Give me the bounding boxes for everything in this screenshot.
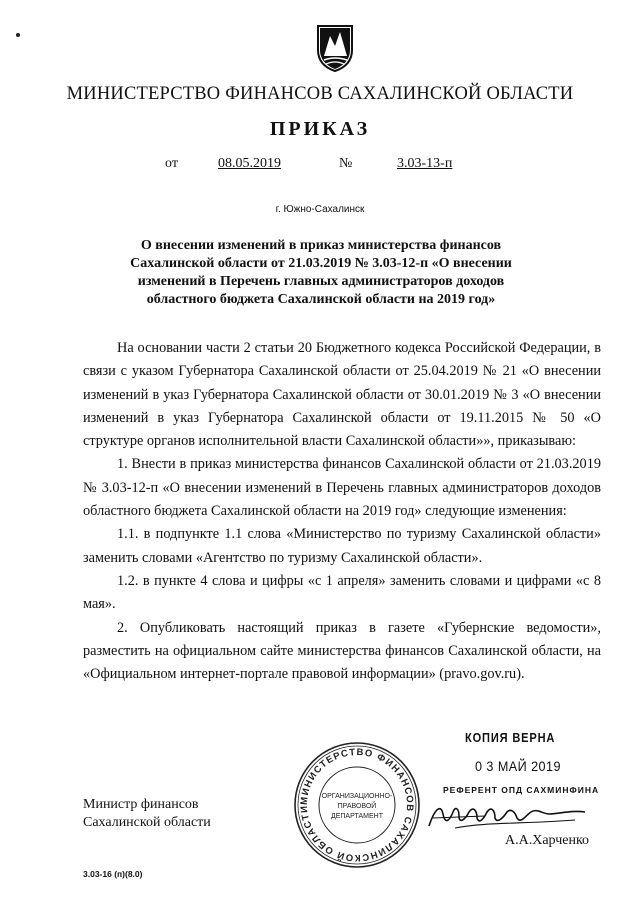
signatory-position-line-2: Сахалинской области bbox=[83, 815, 211, 830]
paragraph-basis: На основании части 2 статьи 20 Бюджетного кодекса Российской Федерации, в связи с указом Губернатора Сахалинской области от 25.04.2019 № 21 «О внесении изменений в указ Губернатора Сахалинской области от 30.01.2019 № 3 «О внесении изменений в указ Губернатора Сахалинской области от 19.11.2015 № 50 «О структуре органов исполнительной власти Сахалинской области»», приказываю: bbox=[83, 340, 601, 450]
paragraph-item-1-2: 1.2. в пункте 4 слова и цифры «с 1 апреля» заменить словами и цифрами «с 8 мая». bbox=[83, 572, 601, 613]
paragraph-item-1: 1. Внести в приказ министерства финансов Сахалинской области от 21.03.2019 № 3.03-12-п «О внесении изменений в Перечень главных администраторов доходов областного бюджета Сахалинской области на 2019 год» следующие изменения: bbox=[83, 456, 601, 520]
stamp-ring-text: МИНИСТЕРСТВО ФИНАНСОВ САХАЛИНСКОЙ ОБЛАСТИ bbox=[298, 746, 416, 864]
date-label: от bbox=[165, 156, 178, 171]
paragraph-item-1-1: 1.1. в подпункте 1.1 слова «Министерство по туризму Сахалинской области» заменить словами «Агентство по туризму Сахалинской области». bbox=[83, 526, 601, 566]
city: г. Южно-Сахалинск bbox=[275, 204, 365, 215]
document-title: О внесении изменений в приказ министерства финансов Сахалинской области от 21.03.2019 № 3.03-12-п «О внесении изменений в Перечень главных администраторов доходов областного бюджета Сахалинской области на 2019 год» bbox=[130, 238, 512, 307]
coat-of-arms-icon bbox=[314, 22, 356, 72]
copy-stamp-referent: РЕФЕРЕНТ ОПД САХМИНФИНА bbox=[443, 785, 600, 795]
signatory-position-line-1: Министр финансов bbox=[83, 797, 199, 812]
stamp-center-line-2: ПРАВОВОЙ bbox=[337, 803, 377, 810]
signatory-position bbox=[83, 796, 211, 832]
document-body bbox=[83, 337, 601, 686]
signatory-name: А.А.Харченко bbox=[505, 833, 590, 848]
stamp-center-line-3: ДЕПАРТАМЕНТ bbox=[330, 813, 384, 820]
scan-mark bbox=[16, 33, 20, 37]
round-stamp bbox=[292, 740, 422, 870]
signature-scribble bbox=[425, 800, 590, 832]
copy-stamp-date: 0 3 МАЙ 2019 bbox=[475, 758, 561, 774]
number-label: № bbox=[339, 156, 353, 171]
document-number: 3.03-13-п bbox=[397, 156, 453, 171]
stamp-center-line-1: ОРГАНИЗАЦИОННО- bbox=[321, 793, 393, 800]
document-type: ПРИКАЗ bbox=[269, 118, 371, 140]
ministry-name: МИНИСТЕРСТВО ФИНАНСОВ САХАЛИНСКОЙ ОБЛАСТИ bbox=[66, 84, 574, 104]
paragraph-item-2: 2. Опубликовать настоящий приказ в газете «Губернские ведомости», разместить на официальном сайте министерства финансов Сахалинской области, на «Официальном интернет-портале правовой информации» (pravo.gov.ru). bbox=[83, 619, 601, 683]
form-code: 3.03-16 (п)(8.0) bbox=[83, 869, 143, 879]
document-date: 08.05.2019 bbox=[218, 156, 281, 171]
copy-stamp-text: КОПИЯ ВЕРНА bbox=[465, 730, 556, 745]
